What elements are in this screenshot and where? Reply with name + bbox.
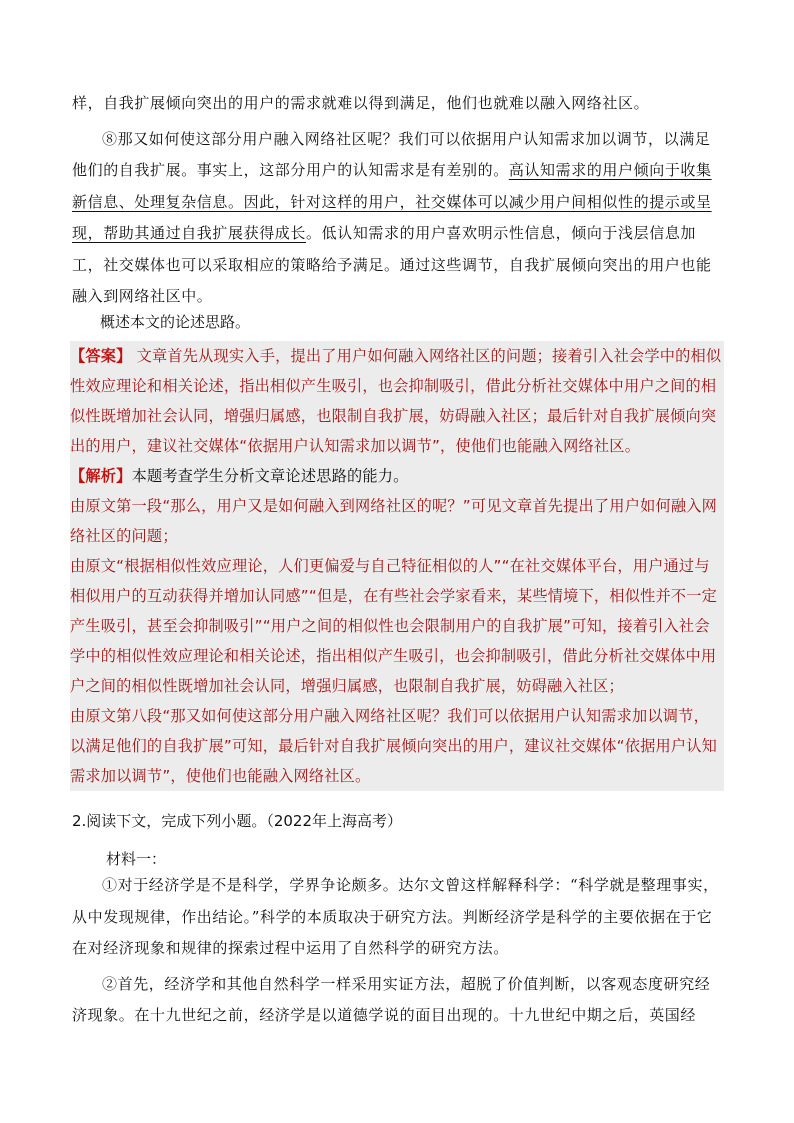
source-text-top xyxy=(72,88,724,313)
question-prompt: 概述本文的论述思路。 xyxy=(100,313,251,331)
analysis-intro xyxy=(70,461,724,491)
para-tail: 样，自我扩展倾向突出的用户的需求就难以得到满足，他们也就难以融入网络社区。 xyxy=(72,94,650,112)
para-8-underlined: 高认知需求的用户倾向于收集新信息、处理复杂信息。因此，针对这样的用户，社交媒体可以减少用户间相似性的提示或呈现，帮助其通过自我扩展获得成长 xyxy=(72,161,712,242)
analysis-intro-text: 本题考查学生分析文章论述思路的能力。 xyxy=(131,467,409,485)
analysis-p2: 由原文“根据相似性效应理论，人们更偏爱与自己特征相似的人”“在社交媒体平台，用户通过与相似用户的互动获得并增加认同感”“但是，在有些社会学家看来，某些情境下，相似性并不一定产生吸引，甚至会抑制吸引”“用户之间的相似性也会限制用户的自我扩展”可知，接着引入社会学中的相似性效应理论和相关论述，指出相似产生吸引，也会抑制吸引，借此分析社交媒体中用户之间的相似性既增加社会认同，增强归属感，也限制自我扩展，妨碍融入社区； xyxy=(70,557,718,695)
material-body xyxy=(72,870,724,1032)
answer-paragraph xyxy=(70,341,724,461)
material-para-1: ①对于经济学是不是科学，学界争论颇多。达尔文曾这样解释科学：“科学就是整理事实，从中发现规律，作出结论。”科学的本质取决于研究方法。判断经济学是科学的主要依据在于它在对经济现象和规律的探索过程中运用了自然科学的研究方法。 xyxy=(72,876,719,957)
material-label: 材料一： xyxy=(106,850,167,868)
analysis-tag: 【解析】 xyxy=(70,467,132,485)
analysis-p1: 由原文第一段“那么，用户又是如何融入到网络社区的呢？”可见文章首先提出了用户如何融入网络社区的问题； xyxy=(70,497,718,545)
material-para-2: ②首先，经济学和其他自然科学一样采用实证方法，超脱了价值判断，以客观态度研究经济现象。在十九世纪之前，经济学是以道德学说的面目出现的。十九世纪中期之后，英国经 xyxy=(72,974,711,1024)
answer-analysis-block xyxy=(70,341,724,791)
para-8 xyxy=(72,124,724,313)
answer-text: 文章首先从现实入手，提出了用户如何融入网络社区的问题；接着引入社会学中的相似性效应理论和相关论述，指出相似产生吸引，也会抑制吸引，借此分析社交媒体中用户之间的相似性既增加社会认同，增强归属感，也限制自我扩展，妨碍融入社区；最后针对自我扩展倾向突出的用户，建议社交媒体“依据用户认知需求加以调节”，使他们也能融入网络社区。 xyxy=(70,347,722,455)
para-8-text-c: 。低认知需求的用户喜欢明示性信息，倾向于浅层信息加工，社交媒体也可以采取相应的策略给予满足。通过这些调节，自我扩展倾向突出的用户也能融入到网络社区中。 xyxy=(72,224,712,305)
para-8-text-a: ⑧那又如何使这部分用户融入网络社区呢？我们可以依据用户认知需求加以调节，以满足他们的自我扩展。事实上，这部分用户的认知需求是有差别的。 xyxy=(72,129,711,179)
answer-tag: 【答案】 xyxy=(70,347,132,365)
question-2-title: 2.阅读下文，完成下列小题。（2022年上海高考） xyxy=(72,812,402,830)
analysis-p3: 由原文第八段“那又如何使这部分用户融入网络社区呢？我们可以依据用户认知需求加以调节，以满足他们的自我扩展”可知，最后针对自我扩展倾向突出的用户，建议社交媒体“依据用户认知需求加以调节”，使他们也能融入网络社区。 xyxy=(70,707,718,785)
